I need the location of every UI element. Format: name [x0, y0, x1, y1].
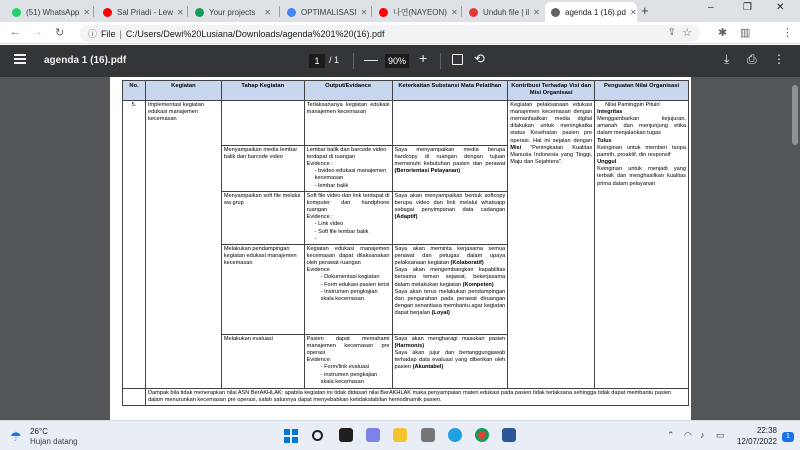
- tab-label: OPTIMALISASI: [301, 7, 357, 17]
- document-icon: [287, 8, 296, 17]
- tab-unduh-file[interactable]: [463, 2, 543, 22]
- extensions-icon[interactable]: ✱: [718, 27, 728, 39]
- agenda-table: [122, 80, 689, 406]
- tab-label: 나연(NAYEON): [393, 7, 447, 17]
- table-footer-row: [123, 388, 689, 405]
- zoom-out-button[interactable]: —: [364, 51, 378, 67]
- table-row: [123, 100, 689, 145]
- tab-optimalisasi[interactable]: [281, 2, 369, 22]
- clock-time[interactable]: 22:38: [756, 426, 777, 435]
- print-icon[interactable]: ⎙: [747, 52, 757, 66]
- tab-agenda-pdf[interactable]: [545, 2, 637, 22]
- file-explorer-icon[interactable]: [393, 428, 407, 442]
- keterkaitan-cell: [392, 100, 508, 145]
- youtube-icon: [379, 8, 388, 17]
- weather-rain-icon[interactable]: ☂: [10, 429, 22, 444]
- clock-date[interactable]: 12/07/2022: [736, 437, 777, 446]
- forward-button[interactable]: →: [32, 26, 43, 38]
- restore-button[interactable]: ❐: [743, 2, 752, 13]
- battery-icon[interactable]: ▭: [716, 430, 725, 440]
- info-icon: ⓘ: [88, 29, 98, 39]
- zoom-level-input[interactable]: 90%: [385, 54, 409, 68]
- back-button[interactable]: ←: [10, 26, 21, 38]
- globe-icon: [551, 8, 560, 17]
- download-icon[interactable]: ⤓: [724, 52, 730, 66]
- close-icon[interactable]: ✕: [533, 7, 540, 17]
- output-cell: Soft file video dan link terdapat di komputer dan handphone ruangan Evidence : - Link video - Soft file lembar balik -: [304, 191, 392, 244]
- close-icon[interactable]: ✕: [450, 7, 458, 17]
- table-header: Kegiatan: [145, 81, 221, 101]
- table-header: No.: [123, 81, 146, 101]
- tab-nayeon[interactable]: [373, 2, 459, 22]
- youtube-icon: [103, 8, 112, 17]
- url-bar[interactable]: ⓘ File | C:/Users/Dewi%20Lusiana/Downloads/agenda%201%20(16).pdf ⇪ ☆: [80, 25, 700, 42]
- output-cell: Kegiatan edukasi manajemen kecemasan dapat dilaksanakan oleh perawat ruangan Evidence - Dokumentasi kegiatan - Form edukasi pasien terisi - Instrumen pengkajian skala kecemasan: [304, 244, 392, 334]
- output-cell: Terlaksananya kegiatan edukasi manajemen kecemasan: [304, 100, 392, 145]
- teams-chat-icon[interactable]: [366, 428, 380, 442]
- close-icon[interactable]: ✕: [83, 7, 91, 17]
- tahap-cell: Menyampaikan soft file melalui wa grup: [221, 191, 304, 244]
- chrome-icon[interactable]: [475, 428, 489, 442]
- table-header: Keterkaitan Substansi Mata Pelatihan: [392, 81, 508, 101]
- projects-icon: [195, 8, 204, 17]
- weather-condition[interactable]: Hujan datang: [30, 437, 78, 446]
- menu-dots-icon[interactable]: ⋮: [782, 27, 793, 39]
- wifi-icon[interactable]: ◠: [684, 430, 692, 440]
- windows-start-icon[interactable]: [284, 429, 298, 443]
- table-header: Penguatan Nilai Organisasi: [595, 81, 689, 101]
- search-icon[interactable]: [312, 430, 323, 441]
- tab-whatsapp[interactable]: [6, 2, 90, 22]
- browser-tab-strip: [0, 0, 800, 22]
- fit-page-icon[interactable]: [452, 54, 463, 65]
- output-cell: Pasien dapat memahami manajemen kecemasan pre operasi Evidence: - Form/link evaluasi - instrumen pengkajian skala kecemasan: [304, 334, 392, 388]
- tahap-cell: Melakukan evaluasi: [221, 334, 304, 388]
- keterkaitan-cell: Saya menyampaikan media berupa hardcopy di ruangan dengan tujuan memenuhi kebutuhan pasien dan perawat (Berorientasi Pelayanan): [392, 145, 508, 191]
- kontribusi-cell: Kegiatan pelaksanaan edukasi manajemen kecemasan dengan memanfaatkan media digital dilakukan untuk meningkatka status Kesehatan pasien pre operasi. Hal ini sejalan dengan Misi "Peningkatan Kualitas Manusia Indonesia yang Tinggi, Maju dan Sejahtera".: [508, 100, 595, 388]
- dampak-note: Dampak bila tidak menerapkan nilai ASN BerAKHLAK: apabila kegiatan ini tidak didasari nilai BerAKHLAK maka penyampaian materi edukasi pada pasien tidak terlaksana sehingga tidak dapat membantu pasien dalam menurunkan kecemasan pre operasi, salah satunnya dapat menyebabkan ketidakstabilan hemodinamik pasien.: [145, 388, 688, 405]
- tab-your-projects[interactable]: [189, 2, 277, 22]
- hamburger-menu-icon[interactable]: [14, 54, 26, 64]
- close-icon[interactable]: ✕: [360, 7, 368, 17]
- heart-icon: [469, 8, 478, 17]
- new-tab-button[interactable]: +: [641, 3, 649, 18]
- penguatan-cell: Nilai Pamingpin Pituin: Integritas Menggambarkan kejujuran, amanah dan menjunjung etika dalam menjalankan tugas Tulus Keinginan untuk memberi tanpa pamrih, proaktif, din responsif Unggul Keinginan untuk menjadi yang terbaik dan menghasilkan kualitas prima dalam pelayanan: [595, 100, 689, 388]
- whatsapp-icon: [12, 8, 21, 17]
- scrollbar-thumb[interactable]: [792, 85, 798, 145]
- minimize-button[interactable]: –: [708, 2, 714, 13]
- weather-temperature[interactable]: 26°C: [30, 427, 48, 436]
- edge-icon[interactable]: [448, 428, 462, 442]
- notification-badge[interactable]: 1: [782, 432, 794, 442]
- store-icon[interactable]: [421, 428, 435, 442]
- sidebar-icon[interactable]: ▥: [740, 27, 751, 39]
- page-total: / 1: [329, 55, 340, 65]
- chevron-up-icon[interactable]: ⌃: [667, 430, 675, 440]
- tab-youtube-sal-priadi[interactable]: [97, 2, 185, 22]
- pdf-viewer: [0, 77, 800, 420]
- tahap-cell: Menyampaikan media lembar balik dan barcode video: [221, 145, 304, 191]
- table-header: Output/Evidance: [304, 81, 392, 101]
- table-header-row: [123, 81, 689, 101]
- reload-button[interactable]: ↻: [55, 27, 65, 39]
- tab-label: agenda 1 (16).pd: [565, 7, 626, 17]
- pdf-filename: agenda 1 (16).pdf: [44, 55, 127, 66]
- address-bar-row: [0, 22, 800, 44]
- close-icon[interactable]: ✕: [177, 7, 184, 17]
- zoom-in-button[interactable]: +: [419, 50, 428, 66]
- word-icon[interactable]: [502, 428, 516, 442]
- volume-icon[interactable]: ♪: [700, 430, 705, 440]
- close-icon[interactable]: ✕: [264, 7, 271, 17]
- more-options-icon[interactable]: ⋮: [773, 52, 785, 66]
- rotate-icon[interactable]: ⟲: [474, 51, 485, 66]
- url-text: C:/Users/Dewi%20Lusiana/Downloads/agenda%201%20(16).pdf: [125, 28, 385, 39]
- task-view-icon[interactable]: [339, 428, 353, 442]
- pdf-page: [110, 77, 691, 420]
- tahap-cell: [221, 100, 304, 145]
- kegiatan-cell: Implementasi kegiatan edukasi manajemen kecemasan: [145, 100, 221, 388]
- tab-label: (51) WhatsApp: [26, 7, 80, 17]
- keterkaitan-cell: Saya akan mengharagi masukan pasien (Harmonis) Saya akan jujur dan bertanggungjawab terhadap data evaluasi yang diberikan oleh pasien (Akuntabel): [392, 334, 508, 388]
- keterkaitan-cell: Saya akan meminta kerjasama semua perawat dan petugas dalam upaya pelaksanaan kegiatan (Kolaboratif) Saya akan mengembangkan kapabilitas bersama teman sejawat, bekerjasama dalam melakukan kegiatan (Kompeten) Saya akan terus melakukan pendampingan dan pengarahan pada perawat diruangan dengan senantiasa membantu agar kegiatan dapat berjalan (Loyal): [392, 244, 508, 334]
- bookmark-star-icon[interactable]: ☆: [682, 27, 692, 39]
- keterkaitan-cell: Saya akan menyampaikan bentuk softcopy berupa video dan link melalui whatsapp sebagai penyimpanan data cadangan (Adaptif): [392, 191, 508, 244]
- tahap-cell: Melakukan pendampingan kegiatan edukasi manajemen kecemasan: [221, 244, 304, 334]
- page-number-input[interactable]: 1: [309, 54, 325, 68]
- table-header: Tahap Kegiatan: [221, 81, 304, 101]
- url-scheme-label: File: [101, 28, 116, 39]
- share-icon[interactable]: ⇪: [667, 27, 676, 38]
- taskbar: [0, 420, 800, 450]
- output-cell: Lembar balik dan barcode video terdapat di ruangan Evidence : - bvideo edukasi manajemen kecemasan - lembar balik: [304, 145, 392, 191]
- close-icon[interactable]: ✕: [629, 7, 637, 17]
- table-header: Kontribusi Terhadap Visi dan Misi Organisasi: [508, 81, 595, 101]
- tab-label: Sal Priadi - Lew: [117, 7, 174, 17]
- tab-label: Your projects: [209, 7, 256, 17]
- row-number: 5.: [123, 100, 146, 388]
- close-window-button[interactable]: ✕: [776, 2, 785, 13]
- tab-label: Unduh file | il: [483, 7, 530, 17]
- pdf-toolbar: [0, 45, 800, 77]
